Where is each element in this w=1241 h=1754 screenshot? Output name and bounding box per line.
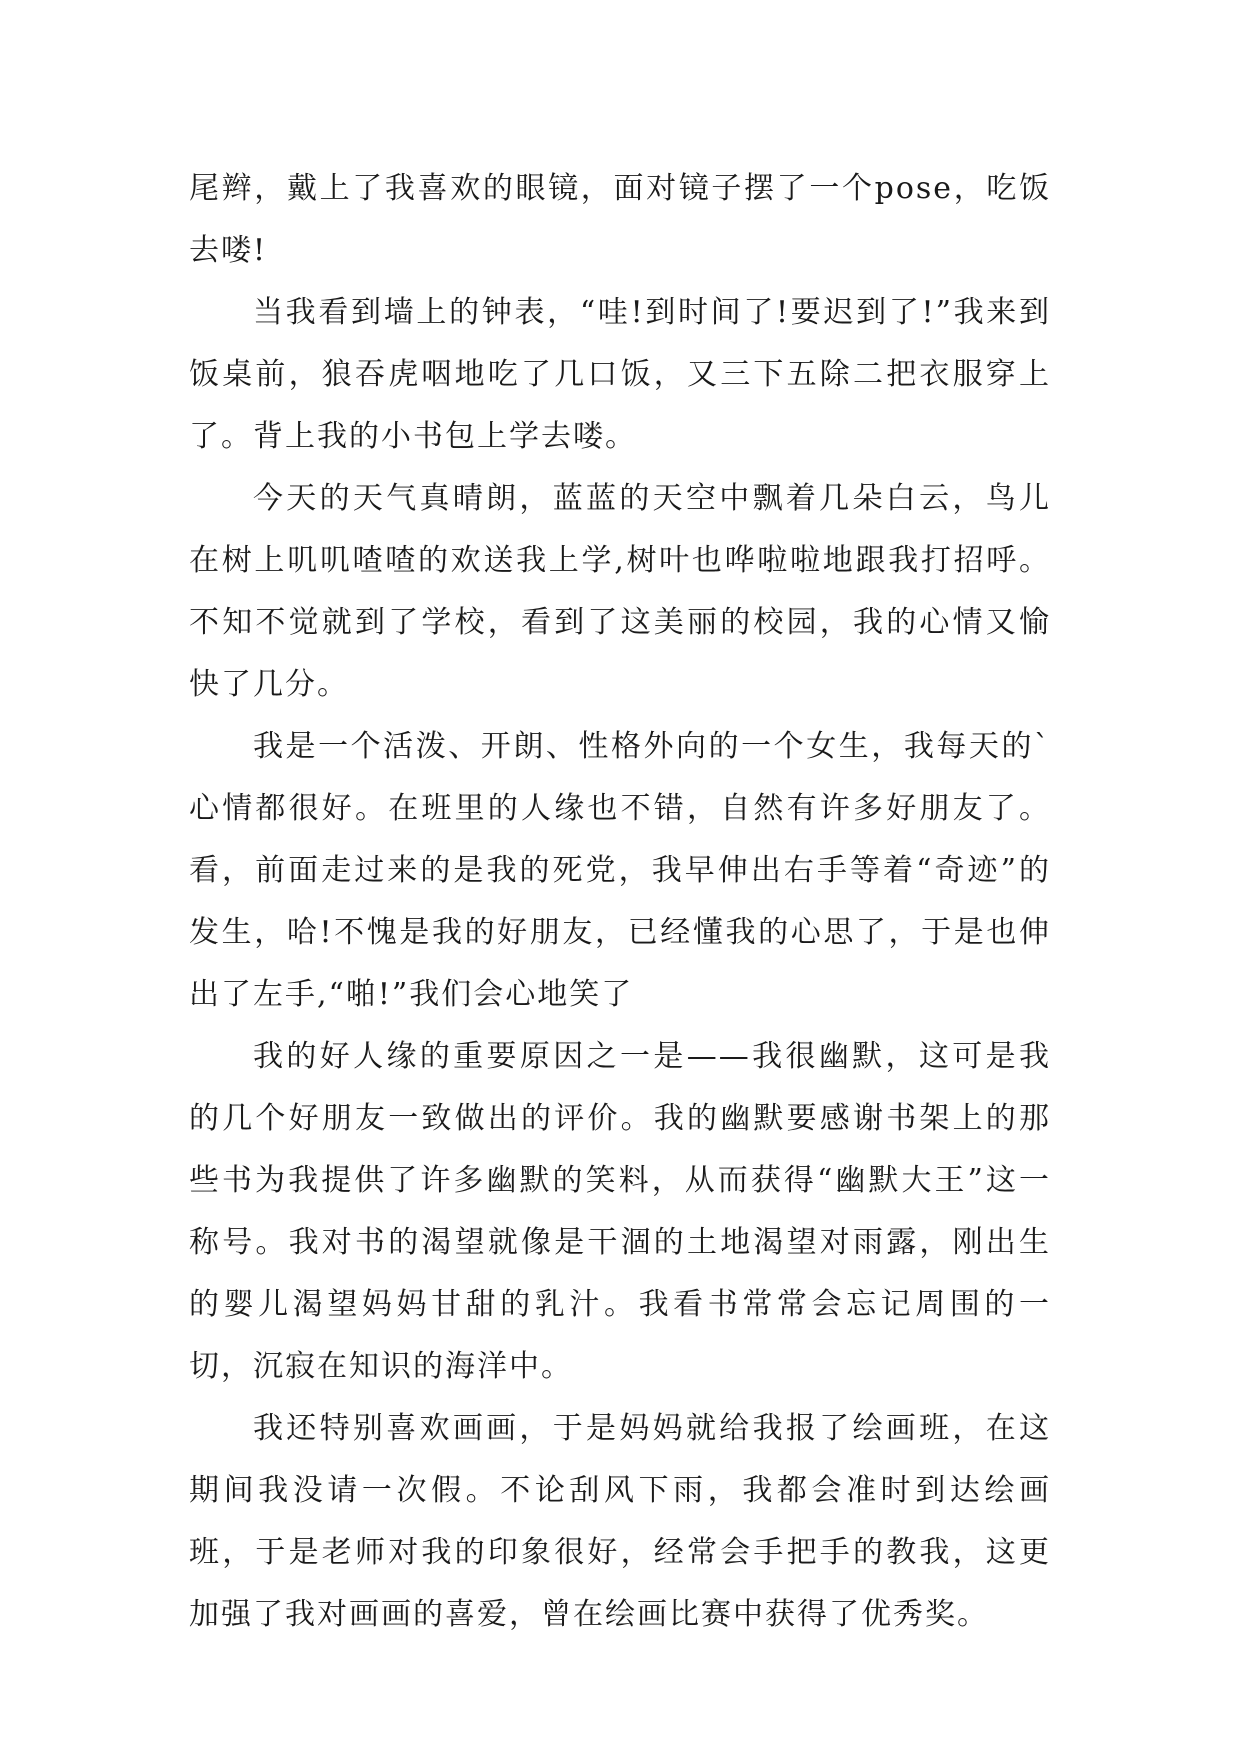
- paragraph-personality: 我是一个活泼、开朗、性格外向的一个女生，我每天的`心情都很好。在班里的人缘也不错，自然有许多好朋友了。看，前面走过来的是我的死党，我早伸出右手等着“奇迹”的发生，哈!不愧是我的好朋友，已经懂我的心思了，于是也伸出了左手,“啪!”我们会心地笑了: [189, 729, 1051, 1012]
- paragraph-clock: 当我看到墙上的钟表，“哇!到时间了!要迟到了!”我来到饭桌前，狼吞虎咽地吃了几口饭，又三下五除二把衣服穿上了。背上我的小书包上学去喽。: [189, 295, 1051, 454]
- paragraph-weather: 今天的天气真晴朗，蓝蓝的天空中飘着几朵白云，鸟儿在树上叽叽喳喳的欢送我上学,树叶也哗啦啦地跟我打招呼。不知不觉就到了学校，看到了这美丽的校园，我的心情又愉快了几分。: [189, 481, 1051, 702]
- document-body: [189, 158, 1051, 1646]
- paragraph-humor: 我的好人缘的重要原因之一是——我很幽默，这可是我的几个好朋友一致做出的评价。我的幽默要感谢书架上的那些书为我提供了许多幽默的笑料，从而获得“幽默大王”这一称号。我对书的渴望就像是干涸的土地渴望对雨露，刚出生的婴儿渴望妈妈甘甜的乳汁。我看书常常会忘记周围的一切，沉寂在知识的海洋中。: [189, 1039, 1051, 1384]
- paragraph-drawing: 我还特别喜欢画画，于是妈妈就给我报了绘画班，在这期间我没请一次假。不论刮风下雨，我都会准时到达绘画班，于是老师对我的印象很好，经常会手把手的教我，这更加强了我对画画的喜爱，曾在绘画比赛中获得了优秀奖。: [189, 1411, 1051, 1632]
- paragraph-continuation: 尾辫，戴上了我喜欢的眼镜，面对镜子摆了一个pose，吃饭去喽!: [189, 171, 1051, 268]
